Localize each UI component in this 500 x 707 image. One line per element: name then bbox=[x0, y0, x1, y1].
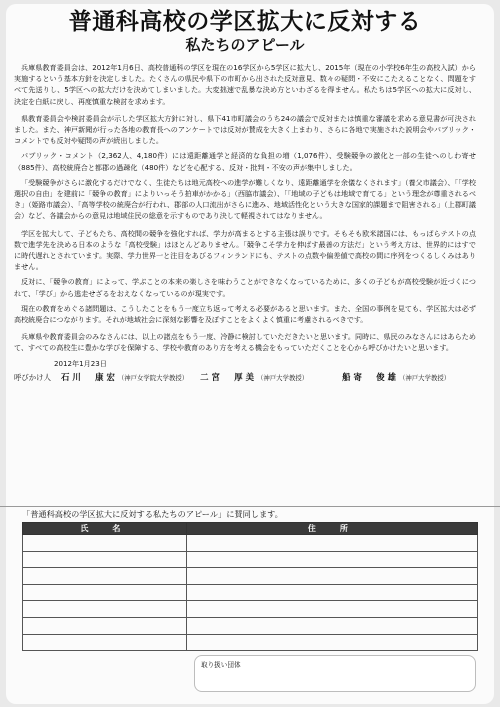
name-cell[interactable] bbox=[23, 551, 187, 568]
page-subtitle: 私たちのアピール bbox=[185, 36, 305, 54]
signature-row bbox=[23, 634, 478, 651]
address-cell[interactable] bbox=[186, 617, 477, 634]
petition-form bbox=[22, 508, 478, 651]
address-cell[interactable] bbox=[186, 584, 477, 601]
caller-name: 船寄 俊雄 bbox=[342, 371, 400, 382]
petition-lead: 「普通科高校の学区拡大に反対する私たちのアピール」に賛同します。 bbox=[22, 509, 283, 519]
caller-affiliation: （神戸女学院大学教授） bbox=[117, 373, 189, 382]
caller-affiliation: （神戸大学教授） bbox=[257, 373, 309, 382]
caller-name: 二宮 厚美 bbox=[200, 371, 258, 382]
address-cell[interactable] bbox=[186, 634, 477, 651]
signature-row bbox=[23, 551, 478, 568]
cut-line bbox=[0, 506, 500, 507]
signature-row bbox=[23, 584, 478, 601]
body-paragraph: 兵庫県教育委員会は、2012年1月6日、高校普通科の学区を現在の16学区から5学区に拡大し、2015年（現在の小学校6年生の高校入試）から実施するという基本方針を決定しました。たくさんの県民や県下の市町から出された反対意見、数々の疑問・不安にこたえることなく、問題をすべて先送りし、5学区への拡大だけを決めてしまいました。大変拙速で乱暴な決め方といわざるを得ません。私たちは5学区への拡大に反対し、決定を白紙に戻し、再度慎重な検討を求めます。 bbox=[14, 63, 476, 106]
signature-table-header bbox=[23, 523, 478, 535]
name-cell[interactable] bbox=[23, 601, 187, 618]
handling-organization-label: 取り扱い団体 bbox=[201, 661, 241, 669]
address-cell[interactable] bbox=[186, 551, 477, 568]
column-header-name: 氏 名 bbox=[23, 523, 187, 535]
caller-affiliation: （神戸大学教授） bbox=[399, 373, 451, 382]
caller-name: 石川 康宏 bbox=[60, 371, 118, 382]
handling-organization-box[interactable] bbox=[194, 655, 476, 692]
signature-row bbox=[23, 601, 478, 618]
name-cell[interactable] bbox=[23, 617, 187, 634]
signature-row bbox=[23, 617, 478, 634]
body-paragraph: 学区を拡大して、子どもたち、高校間の競争を強化すれば、学力が高まるとする主張は誤りです。そもそも欧米諸国には、もっぱらテストの点数で進学先を決める日本のような「高校受験」はほとんどありません。「競争こそ学力を伸ばす最善の方法だ」という考え方は、世界的にはすでに時代遅れとされています。実際、学力世界一と注目をあびるフィンランドにも、テストの点数や偏差値で高校の間に序列をつくるしくみはありません。 bbox=[14, 228, 476, 272]
address-cell[interactable] bbox=[186, 568, 477, 585]
callers-label: 呼びかけ人 bbox=[14, 372, 51, 382]
signature-row bbox=[23, 568, 478, 585]
signature-row bbox=[23, 535, 478, 552]
name-cell[interactable] bbox=[23, 568, 187, 585]
body-paragraph: 「受験競争がさらに激化するだけでなく、生徒たちは地元高校への進学が難しくなり、遠距離通学を余儀なくされます」（養父市議会）、「「学校選択の自由」を建前に「競争の教育」によりいっそう拍車がかかる」（西脇市議会）、「「地域の子どもは地域で育てる」という理念が尊重されるべき」（姫路市議会）、「高等学校の統廃合が行われ、郡部の人口流出がさらに進み、地域活性化という大きな国家的課題まで阻害される」（上郡町議会）など、各議会からの意見は地域住民の総意を示すものであり決して軽視されてはなりません。 bbox=[14, 177, 476, 221]
address-cell[interactable] bbox=[186, 535, 477, 552]
body-paragraph: 県教育委員会や検討委員会が示した学区拡大方針に対し、県下41市町議会のうち24の議会で反対または慎重な審議を求める意見書が可決されました。また、神戸新聞が行った各地の教育長へのアンケートでは反対が賛成を大きく上まわり、さらに各地で実施された説明会やパブリック・コメントでも反対や疑問の声が続出しました。 bbox=[14, 113, 476, 146]
body-paragraph: 現在の教育をめぐる諸問題は、こうしたことをもう一度立ち返って考える必要があると思います。また、全国の事例を見ても、学区拡大は必ず高校統廃合につながります。それが地域社会に深刻な影響を及ぼすことをよくよく慎重に考慮されるべきです。 bbox=[14, 303, 476, 325]
signature-table bbox=[22, 522, 478, 651]
body-paragraph: 兵庫県や教育委員会のみなさんには、以上の諸点をもう一度、冷静に検討していただきたいと思います。同時に、県民のみなさんにはあらためて、すべての高校生に豊かな学びを保障する、学校や教育のあり方を考える機会をもっていただくことを心から呼びかけたいと思います。 bbox=[14, 332, 476, 353]
callers-line bbox=[14, 371, 476, 385]
name-cell[interactable] bbox=[23, 634, 187, 651]
name-cell[interactable] bbox=[23, 535, 187, 552]
body-paragraph: 反対に、「競争の教育」によって、学ぶことの本来の楽しさを味わうことができなくなっているために、多くの子どもが高校受験が近づくにつれて、「学び」から逃走せざるをおえなくなっているのが現実です。 bbox=[14, 277, 476, 298]
name-cell[interactable] bbox=[23, 584, 187, 601]
address-cell[interactable] bbox=[186, 601, 477, 618]
appeal-date: 2012年1月23日 bbox=[54, 358, 107, 368]
page-title: 普通科高校の学区拡大に反対する bbox=[68, 9, 422, 35]
body-paragraph: パブリック・コメント（2,362人、4,180件）には遠距離通学と経済的な負担の増（1,076件）、受験競争の激化と一部の生徒へのしわ寄せ（885件）、高校統廃合と都郡の過疎化（480件）などを心配する、反対・批判・不安の声が集中しました。 bbox=[14, 151, 476, 172]
appeal-section bbox=[14, 6, 476, 385]
column-header-address: 住 所 bbox=[186, 523, 477, 535]
